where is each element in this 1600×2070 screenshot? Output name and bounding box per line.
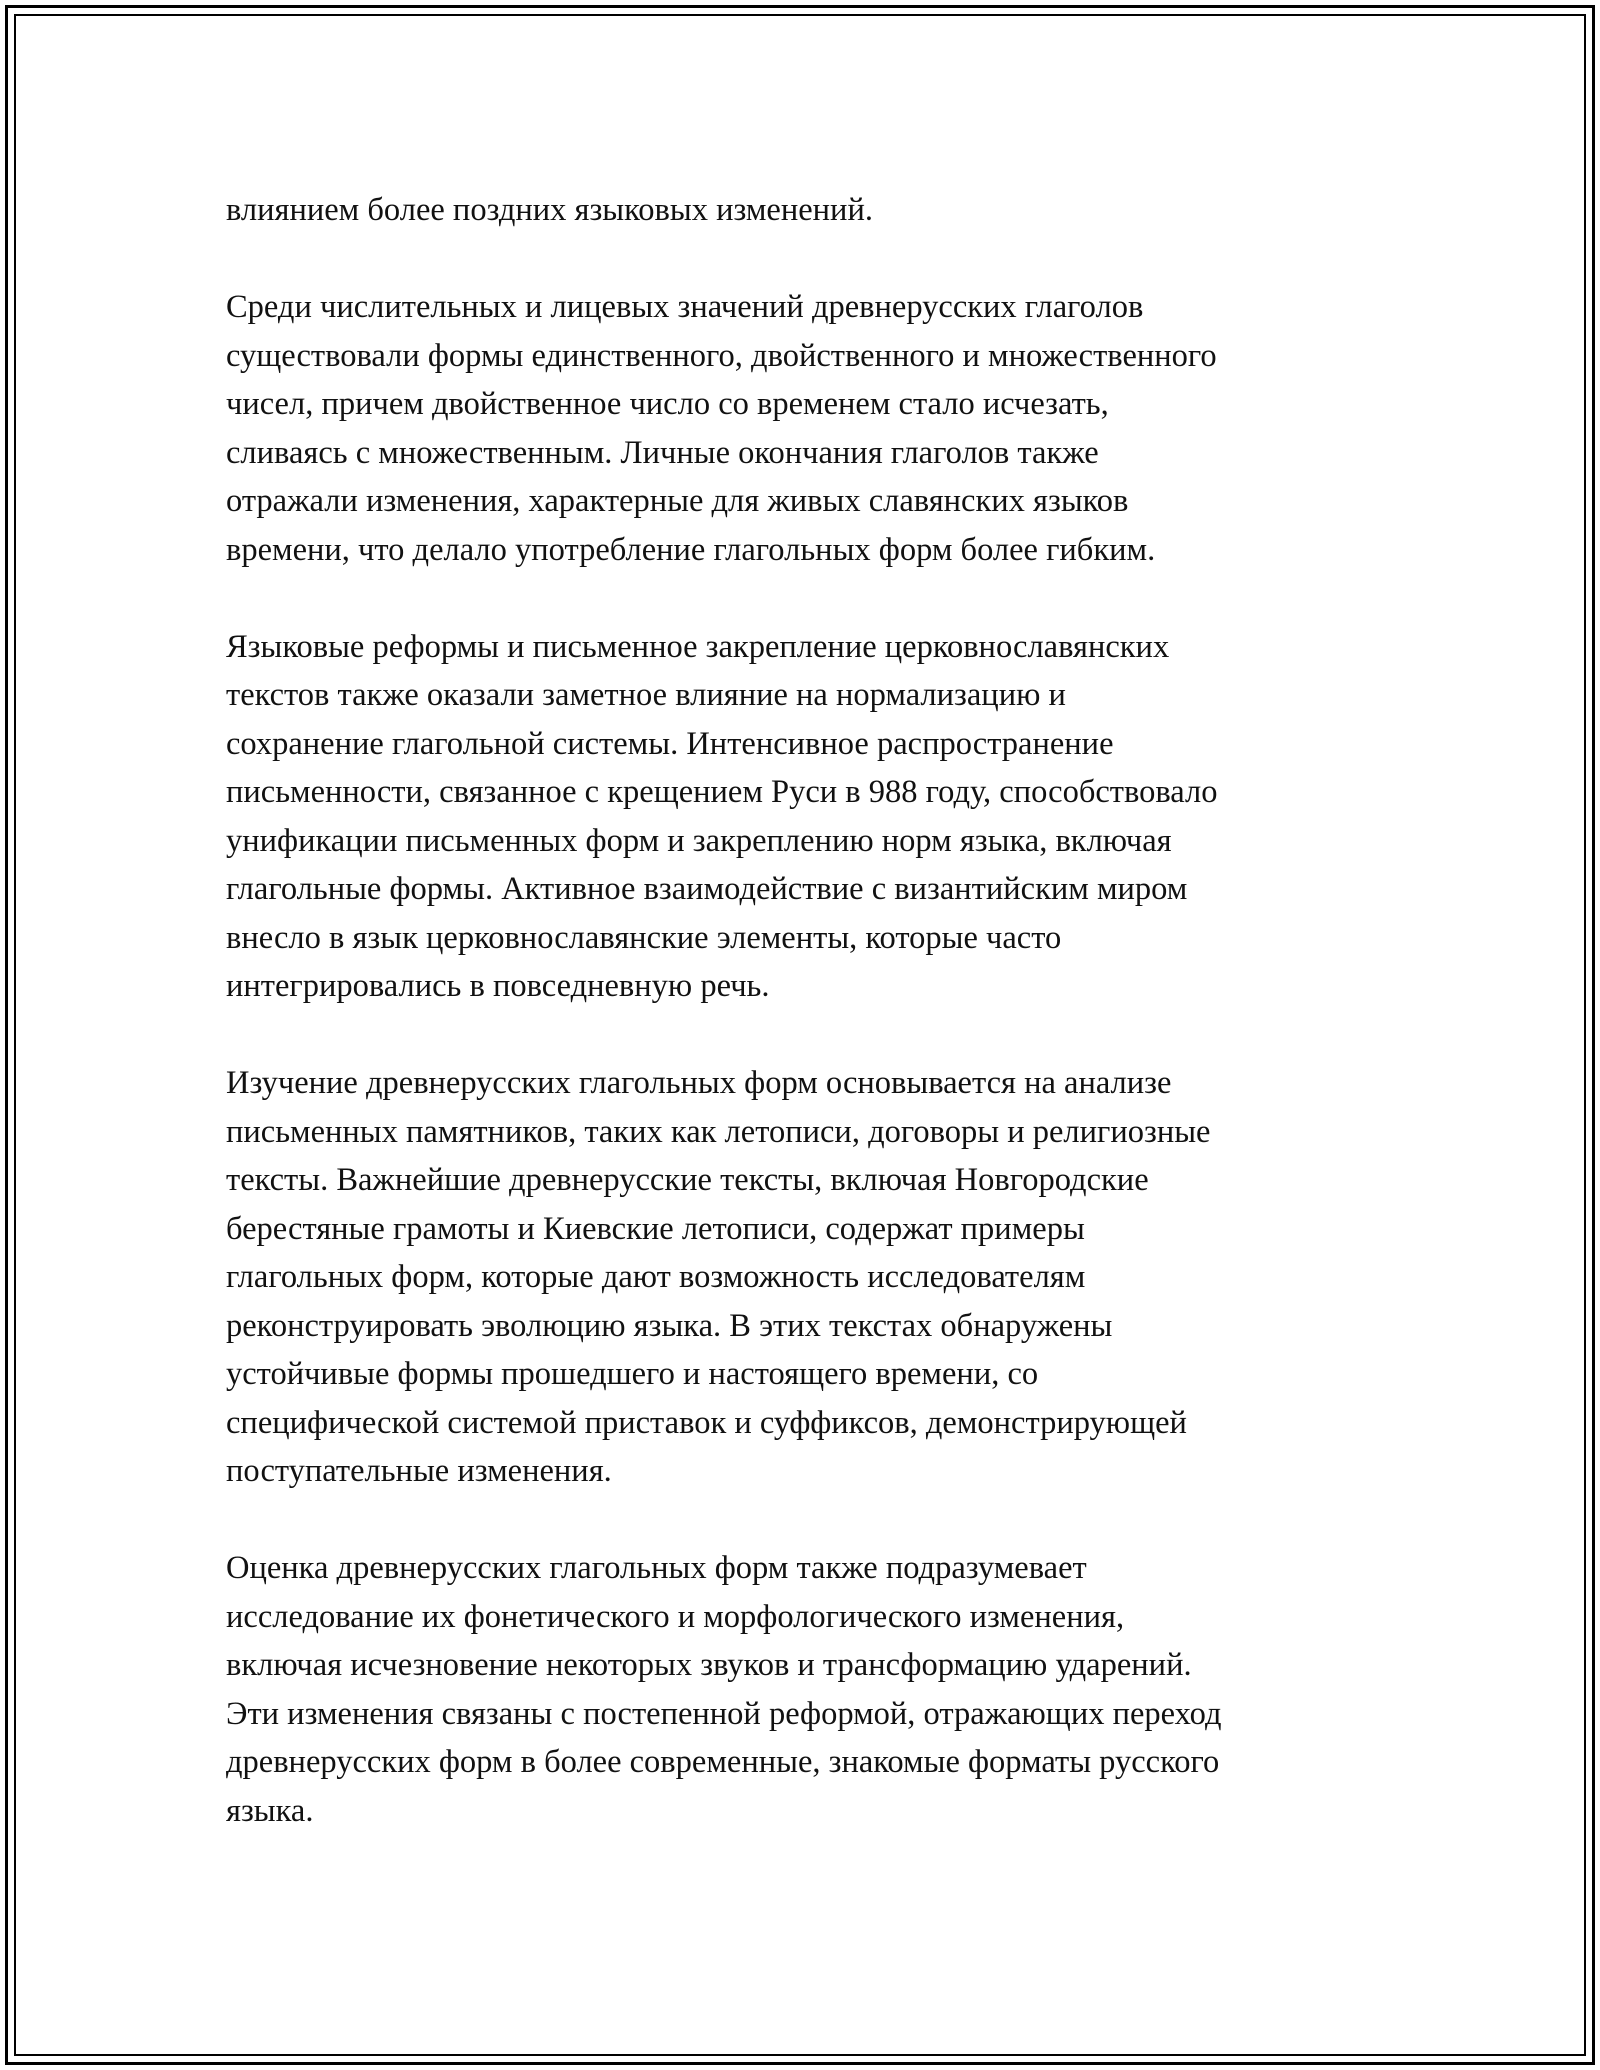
text-line: включая исчезновение некоторых звуков и трансформацию ударений. [226,1647,1192,1683]
text-line: берестяные грамоты и Киевские летописи, содержат примеры [226,1210,1085,1247]
document-body [226,186,1396,1884]
paragraph-4 [226,1059,1396,1496]
text-line: древнерусских форм в более современные, знакомые форматы русского [226,1744,1220,1780]
text-line: существовали формы единственного, двойственного и множественного [226,337,1217,374]
text-line: письменных памятников, таких как летописи, договоры и религиозные [226,1113,1211,1150]
text-line: интегрировались в повседневную речь. [226,968,770,1004]
text-line: времени, что делало употребление глагольных форм более гибким. [226,531,1156,568]
paragraph-2 [226,283,1396,574]
text-line: специфической системой приставок и суффиксов, демонстрирующей [226,1404,1187,1441]
text-line: глагольные формы. Активное взаимодействие с византийским миром [226,871,1188,907]
text-line: письменности, связанное с крещением Руси в 988 году, способствовало [226,774,1218,810]
text-line: языка. [226,1792,314,1829]
text-line: поступательные изменения. [226,1453,612,1489]
text-line: сливаясь с множественным. Личные окончания глаголов также [226,434,1099,471]
text-line: глагольных форм, которые дают возможность исследователям [226,1259,1086,1295]
text-line: сохранение глагольной системы. Интенсивное распространение [226,725,1114,762]
text-line: внесло в язык церковнославянские элементы, которые часто [226,919,1062,956]
text-line: Изучение древнерусских глагольных форм основывается на анализе [226,1065,1172,1101]
paragraph-5 [226,1544,1396,1835]
text-line: унификации письменных форм и закреплению норм языка, включая [226,822,1172,859]
text-line: Языковые реформы и письменное закрепление церковнославянских [226,628,1170,665]
text-line: текстов также оказали заметное влияние на нормализацию и [226,677,1066,713]
paragraph-3 [226,623,1396,1011]
text-line: Эти изменения связаны с постепенной реформой, отражающих переход [226,1695,1222,1732]
text-line: устойчивые формы прошедшего и настоящего времени, со [226,1356,1039,1392]
paragraph-1 [226,186,1396,235]
text-line: исследование их фонетического и морфологического изменения, [226,1598,1125,1635]
text-line: влиянием более поздних языковых изменений. [226,192,873,228]
text-line: Оценка древнерусских глагольных форм также подразумевает [226,1550,1087,1586]
text-line: Среди числительных и лицевых значений древнерусских глаголов [226,289,1144,325]
text-line: чисел, причем двойственное число со временем стало исчезать, [226,386,1109,422]
text-line: отражали изменения, характерные для живых славянских языков [226,483,1129,519]
text-line: тексты. Важнейшие древнерусские тексты, включая Новгородские [226,1162,1149,1198]
text-line: реконструировать эволюцию языка. В этих текстах обнаружены [226,1307,1113,1344]
